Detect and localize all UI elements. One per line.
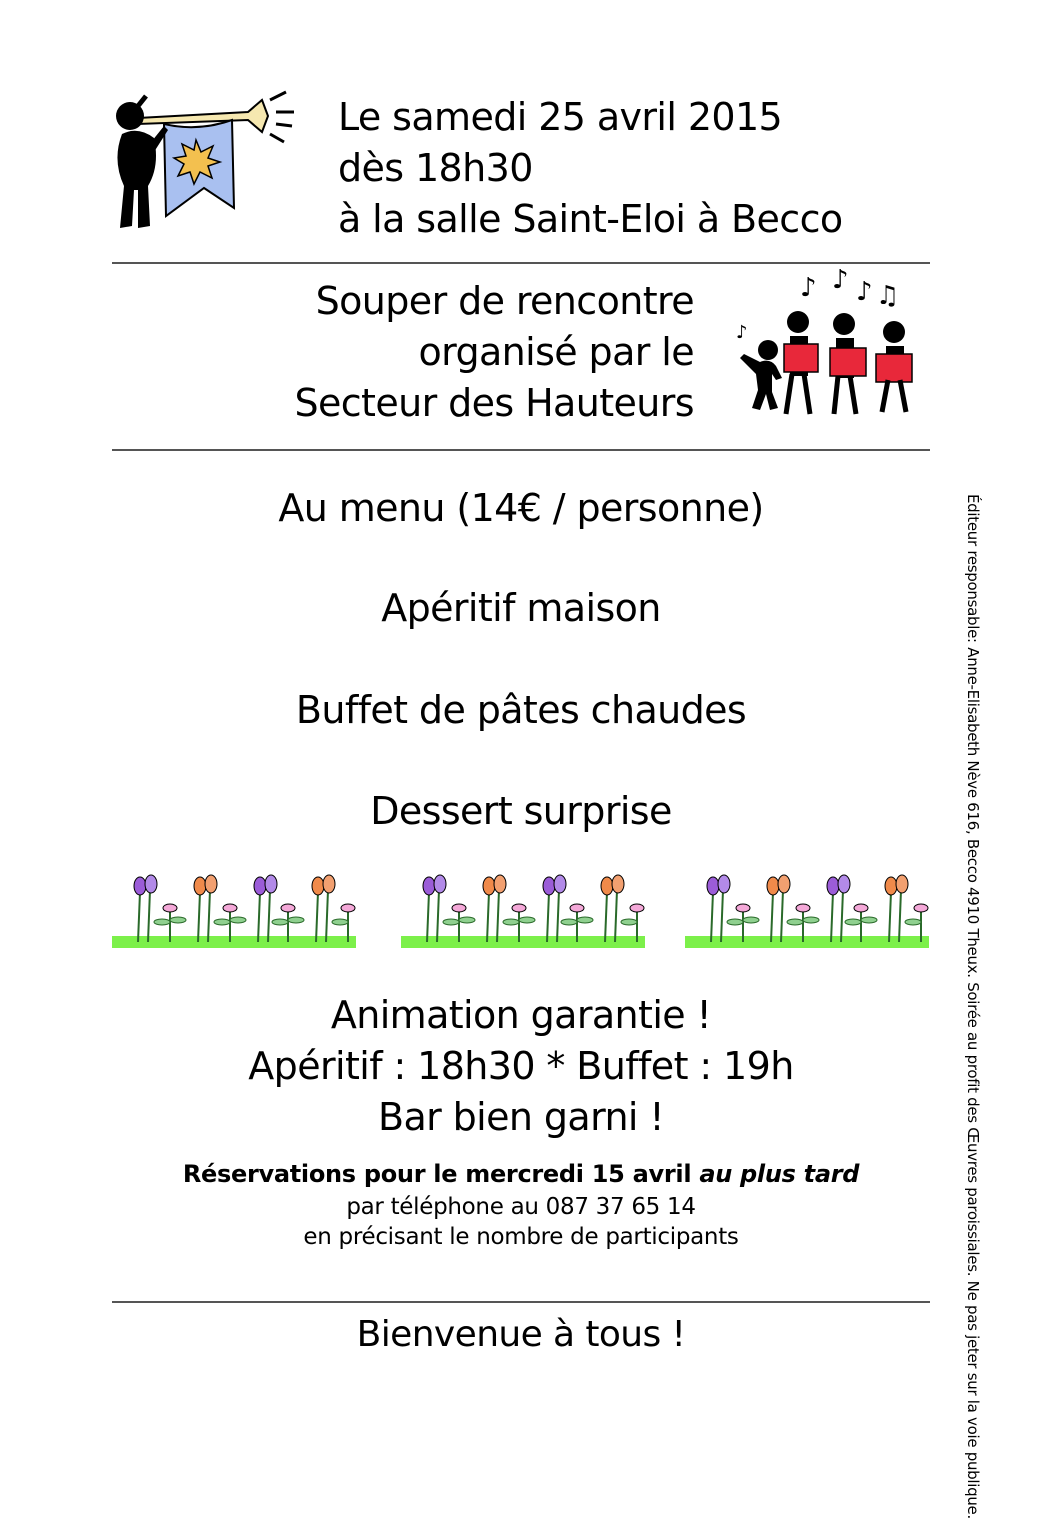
reservation-phone: par téléphone au 087 37 65 14 <box>346 1194 696 1220</box>
menu-item-buffet: Buffet de pâtes chaudes <box>295 688 747 732</box>
organizer-line-3: Secteur des Hauteurs <box>294 381 694 425</box>
info-schedule: Apéritif : 18h30 * Buffet : 19h <box>248 1044 794 1088</box>
organizer-block <box>294 276 694 429</box>
svg-text:♪: ♪ <box>856 277 873 307</box>
reservation-detail: en précisant le nombre de participants <box>303 1224 739 1250</box>
svg-text:♫: ♫ <box>876 281 900 311</box>
menu-item-dessert: Dessert surprise <box>370 789 672 833</box>
tulip-border-icon <box>401 872 645 952</box>
singing-choir-icon <box>726 266 926 422</box>
svg-text:♪: ♪ <box>832 266 849 295</box>
reservation-block <box>112 1160 930 1252</box>
svg-text:♪: ♪ <box>800 273 817 303</box>
reservation-deadline: Réservations pour le mercredi 15 avril au plus tard <box>182 1160 860 1188</box>
menu-title: Au menu (14€ / personne) <box>278 486 764 530</box>
event-time: dès 18h30 <box>338 146 533 190</box>
herald-trumpet-banner-icon <box>108 86 298 238</box>
publisher-note: Éditeur responsable: Anne-Elisabeth Nève 616, Becco 4910 Theux. Soirée au profit des Œuvres paroissiales. Ne pas jeter sur la voie publique. <box>964 494 982 1519</box>
info-animation: Animation garantie ! <box>330 993 712 1037</box>
info-bar: Bar bien garni ! <box>378 1095 664 1139</box>
tulip-border-icon <box>685 872 929 952</box>
divider <box>112 1301 930 1303</box>
tulip-border-icon <box>112 872 356 952</box>
menu-item-aperitif: Apéritif maison <box>381 586 661 630</box>
event-date-location <box>338 92 843 245</box>
organizer-line-2: organisé par le <box>418 330 694 374</box>
organizer-line-1: Souper de rencontre <box>315 279 694 323</box>
welcome-message: Bienvenue à tous ! <box>356 1314 686 1355</box>
divider <box>112 449 930 451</box>
event-location: à la salle Saint-Eloi à Becco <box>338 197 843 241</box>
svg-text:♪: ♪ <box>736 322 748 343</box>
divider <box>112 262 930 264</box>
event-date: Le samedi 25 avril 2015 <box>338 95 783 139</box>
info-block <box>112 990 930 1143</box>
